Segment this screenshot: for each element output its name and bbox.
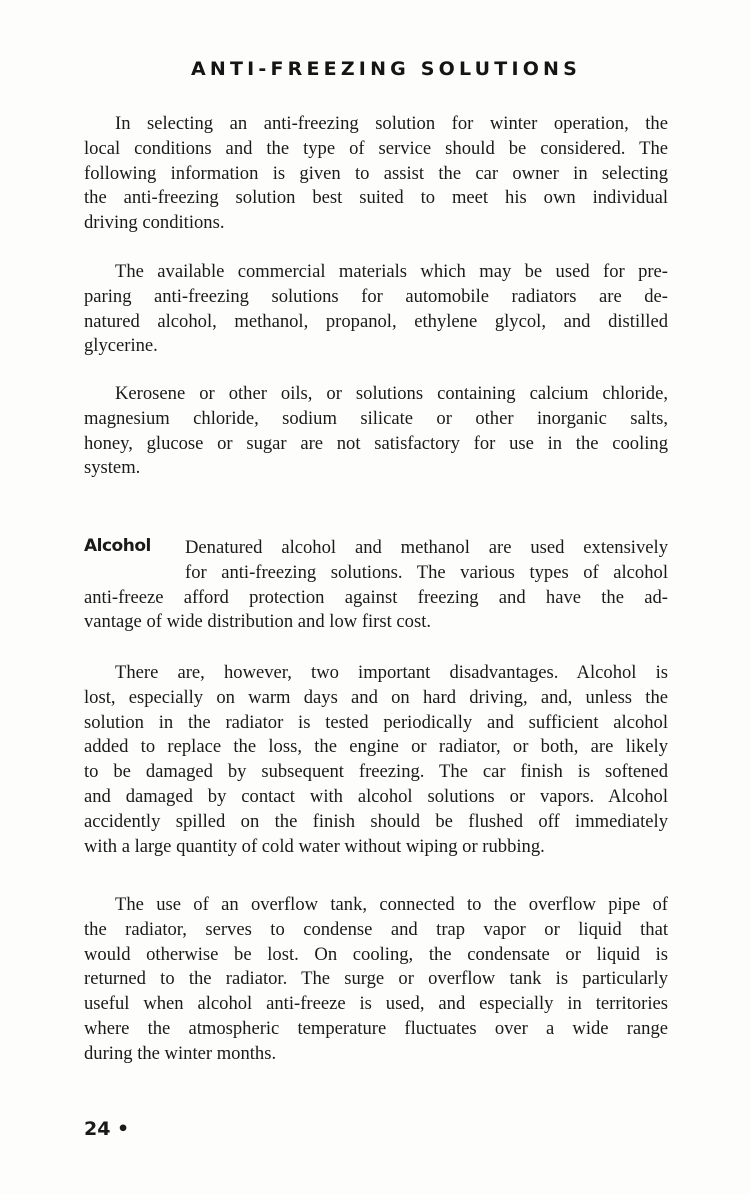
- paragraph-intro: [84, 112, 668, 236]
- text-line: In selecting an anti-freezing solution for winter operation, the: [115, 113, 668, 134]
- text-line: honey, glucose or sugar are not satisfactory for use in the cooling: [84, 432, 668, 454]
- section-alcohol: [84, 536, 668, 635]
- text-line: following information is given to assist the car owner in selecting: [84, 162, 668, 184]
- text-line: The available commercial materials which may be used for pre-: [115, 261, 668, 282]
- paragraph-overflow-tank: [84, 893, 668, 1067]
- text-line: for anti-freezing solutions. The various types of alcohol: [185, 561, 668, 583]
- text-line: accidently spilled on the finish should be flushed off immediately: [84, 810, 668, 832]
- text-line: glycerine.: [84, 335, 158, 357]
- paragraph-materials: [84, 260, 668, 359]
- text-line: Kerosene or other oils, or solutions containing calcium chloride,: [115, 383, 668, 404]
- text-line: and damaged by contact with alcohol solutions or vapors. Alcohol: [84, 785, 668, 807]
- text-line: natured alcohol, methanol, propanol, ethylene glycol, and distilled: [84, 310, 668, 332]
- text-line: anti-freeze afford protection against freezing and have the ad-: [84, 586, 668, 608]
- page-number: 24 •: [84, 1118, 130, 1140]
- text-line: with a large quantity of cold water without wiping or rubbing.: [84, 835, 545, 857]
- text-line: The use of an overflow tank, connected to the overflow pipe of: [115, 894, 668, 915]
- text-line: lost, especially on warm days and on hard driving, and, unless the: [84, 686, 668, 708]
- text-line: where the atmospheric temperature fluctuates over a wide range: [84, 1017, 668, 1039]
- text-line: returned to the radiator. The surge or overflow tank is particularly: [84, 968, 668, 990]
- text-line: local conditions and the type of service should be considered. The: [84, 137, 668, 159]
- text-line: the anti-freezing solution best suited to meet his own individual: [84, 187, 668, 209]
- text-line: magnesium chloride, sodium silicate or other inorganic salts,: [84, 407, 668, 429]
- text-line: during the winter months.: [84, 1042, 277, 1064]
- text-line: system.: [84, 457, 141, 479]
- text-line: vantage of wide distribution and low first cost.: [84, 611, 432, 633]
- text-line: Denatured alcohol and methanol are used extensively: [185, 537, 668, 558]
- paragraph-unsatisfactory: [84, 382, 668, 481]
- text-line: useful when alcohol anti-freeze is used, and especially in territories: [84, 993, 668, 1015]
- paragraph-disadvantages: [84, 661, 668, 859]
- text-line: added to replace the loss, the engine or radiator, or both, are likely: [84, 736, 668, 758]
- text-line: There are, however, two important disadvantages. Alcohol is: [115, 662, 668, 683]
- text-line: paring anti-freezing solutions for automobile radiators are de-: [84, 285, 668, 307]
- text-line: would otherwise be lost. On cooling, the condensate or liquid is: [84, 943, 668, 965]
- page-title: ANTI-FREEZING SOLUTIONS: [190, 58, 582, 80]
- text-line: solution in the radiator is tested periodically and sufficient alcohol: [84, 711, 668, 733]
- text-line: driving conditions.: [84, 212, 225, 234]
- section-heading-alcohol: Alcohol: [84, 536, 151, 556]
- text-line: to be damaged by subsequent freezing. The car finish is softened: [84, 761, 668, 783]
- text-line: the radiator, serves to condense and trap vapor or liquid that: [84, 918, 668, 940]
